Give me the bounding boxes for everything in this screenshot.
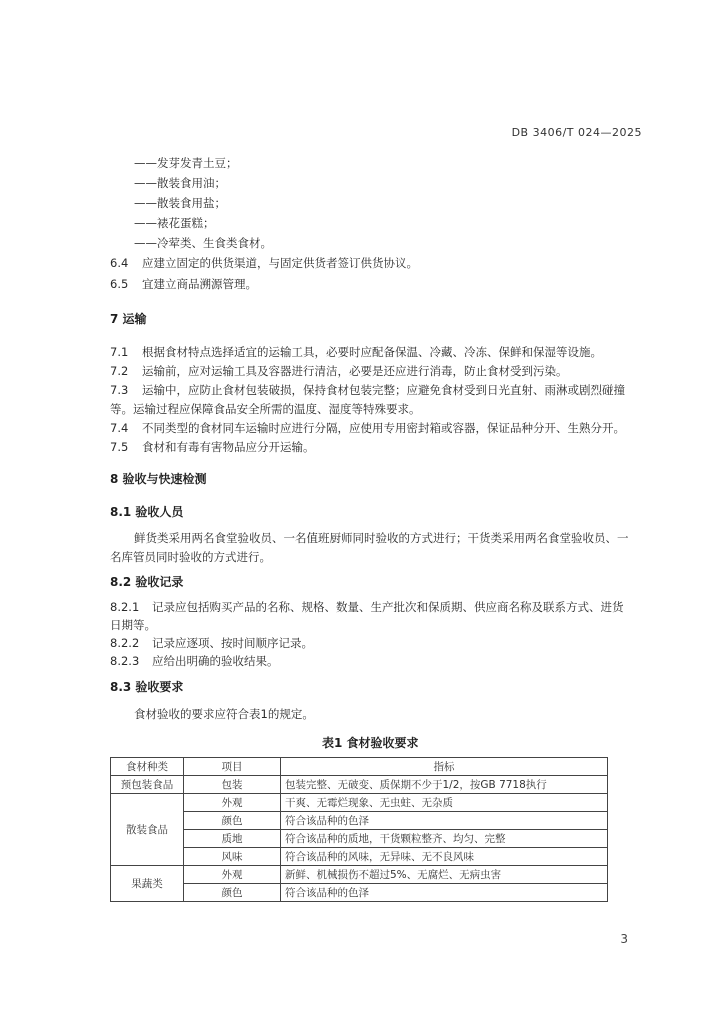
clause-text: 应给出明确的验收结果。 bbox=[152, 654, 279, 668]
table-row bbox=[111, 866, 608, 884]
clause-7-5 bbox=[110, 439, 315, 455]
table-cell-item: 外观 bbox=[184, 866, 281, 884]
clause-text: 应建立固定的供货渠道，与固定供货者签订供货协议。 bbox=[142, 256, 418, 270]
table-cell-spec: 干爽、无霉烂现象、无虫蛀、无杂质 bbox=[281, 794, 608, 812]
table-row bbox=[111, 884, 608, 902]
table-cell-item: 质地 bbox=[184, 830, 281, 848]
clause-text: 宜建立商品溯源管理。 bbox=[142, 277, 257, 291]
clause-text: 日期等。 bbox=[110, 618, 156, 632]
clause-text: 等。运输过程应保障食品安全所需的温度、湿度等特殊要求。 bbox=[110, 402, 421, 416]
table-cell-category: 果蔬类 bbox=[111, 866, 184, 902]
clause-7-2 bbox=[110, 363, 568, 379]
clause-text: 记录应包括购买产品的名称、规格、数量、生产批次和保质期、供应商名称及联系方式、进货 bbox=[152, 600, 624, 614]
table-row bbox=[111, 794, 608, 812]
clause-7-4 bbox=[110, 420, 625, 436]
clause-7-3 bbox=[110, 382, 625, 398]
paragraph-8-3: 食材验收的要求应符合表1的规定。 bbox=[134, 707, 314, 721]
table-cell-spec: 包装完整、无破变、质保期不少于1/2，按GB 7718执行 bbox=[281, 776, 608, 794]
table-cell-spec: 符合该品种的色泽 bbox=[281, 812, 608, 830]
clause-text: 食材和有毒有害物品应分开运输。 bbox=[142, 440, 315, 454]
table-cell-spec: 符合该品种的色泽 bbox=[281, 884, 608, 902]
list-item: ——散装食用盐； bbox=[134, 196, 226, 210]
table-cell-spec: 符合该品种的风味，无异味、无不良风味 bbox=[281, 848, 608, 866]
clause-number: 7.4 bbox=[110, 421, 129, 435]
table-cell-spec: 新鲜、机械损伤不超过5%、无腐烂、无病虫害 bbox=[281, 866, 608, 884]
table-header-cell: 指标 bbox=[281, 758, 608, 776]
clause-number: 8.2.3 bbox=[110, 654, 140, 668]
clause-8-2-3 bbox=[110, 653, 279, 669]
paragraph-8-1-line2: 名库管员同时验收的方式进行。 bbox=[110, 550, 271, 564]
table-cell-item: 包装 bbox=[184, 776, 281, 794]
list-item: ——散装食用油； bbox=[134, 176, 226, 190]
clause-number: 8.2.1 bbox=[110, 600, 140, 614]
section-8-1-title: 8.1 验收人员 bbox=[110, 505, 184, 519]
section-8-2-title: 8.2 验收记录 bbox=[110, 575, 184, 589]
table-cell-item: 颜色 bbox=[184, 812, 281, 830]
clause-8-2-2 bbox=[110, 635, 313, 651]
table-cell-item: 风味 bbox=[184, 848, 281, 866]
table-cell-item: 外观 bbox=[184, 794, 281, 812]
clause-number: 7.1 bbox=[110, 345, 129, 359]
section-8-title: 8 验收与快速检测 bbox=[110, 472, 207, 486]
clause-8-2-1 bbox=[110, 599, 624, 615]
table-cell-item: 颜色 bbox=[184, 884, 281, 902]
clause-7-1 bbox=[110, 344, 602, 360]
clause-8-2-1-cont bbox=[110, 617, 156, 633]
clause-number: 7.5 bbox=[110, 440, 129, 454]
clause-text: 记录应逐项、按时间顺序记录。 bbox=[152, 636, 313, 650]
clause-7-3-cont bbox=[110, 401, 421, 417]
section-7-title: 7 运输 bbox=[110, 312, 147, 326]
list-item: ——裱花蛋糕； bbox=[134, 216, 215, 230]
table-row bbox=[111, 776, 608, 794]
clause-text: 运输中，应防止食材包装破损，保持食材包装完整；应避免食材受到日光直射、雨淋或剧烈碰撞 bbox=[142, 383, 625, 397]
table-header-cell: 食材种类 bbox=[111, 758, 184, 776]
table-row bbox=[111, 812, 608, 830]
clause-text: 根据食材特点选择适宜的运输工具，必要时应配备保温、冷藏、冷冻、保鲜和保湿等设施。 bbox=[142, 345, 602, 359]
clause-number: 7.3 bbox=[110, 383, 129, 397]
paragraph-8-1-line1: 鲜货类采用两名食堂验收员、一名值班厨师同时验收的方式进行；干货类采用两名食堂验收员、一 bbox=[134, 531, 629, 545]
table-header-row bbox=[111, 758, 608, 776]
clause-number: 7.2 bbox=[110, 364, 129, 378]
table-row bbox=[111, 830, 608, 848]
table-caption: 表1 食材验收要求 bbox=[322, 736, 419, 750]
clause-text: 不同类型的食材同车运输时应进行分隔，应使用专用密封箱或容器，保证品种分开、生熟分开。 bbox=[142, 421, 625, 435]
table-cell-spec: 符合该品种的质地，干货颗粒整齐、均匀、完整 bbox=[281, 830, 608, 848]
clause-number: 8.2.2 bbox=[110, 636, 140, 650]
table-cell-category: 散装食品 bbox=[111, 794, 184, 866]
table-row bbox=[111, 848, 608, 866]
clause-number: 6.4 bbox=[110, 256, 129, 270]
table-cell-category: 预包装食品 bbox=[111, 776, 184, 794]
clause-6-4 bbox=[110, 255, 418, 271]
list-item: ——发芽发青土豆； bbox=[134, 156, 238, 170]
list-item: ——冷荤类、生食类食材。 bbox=[134, 236, 272, 250]
clause-text: 运输前，应对运输工具及容器进行清洁，必要是还应进行消毒，防止食材受到污染。 bbox=[142, 364, 568, 378]
section-8-3-title: 8.3 验收要求 bbox=[110, 680, 184, 694]
document-code: DB 3406/T 024—2025 bbox=[511, 126, 642, 139]
clause-6-5 bbox=[110, 276, 257, 292]
acceptance-table bbox=[110, 757, 608, 902]
table-header-cell: 项目 bbox=[184, 758, 281, 776]
clause-number: 6.5 bbox=[110, 277, 129, 291]
page-number: 3 bbox=[620, 932, 628, 946]
